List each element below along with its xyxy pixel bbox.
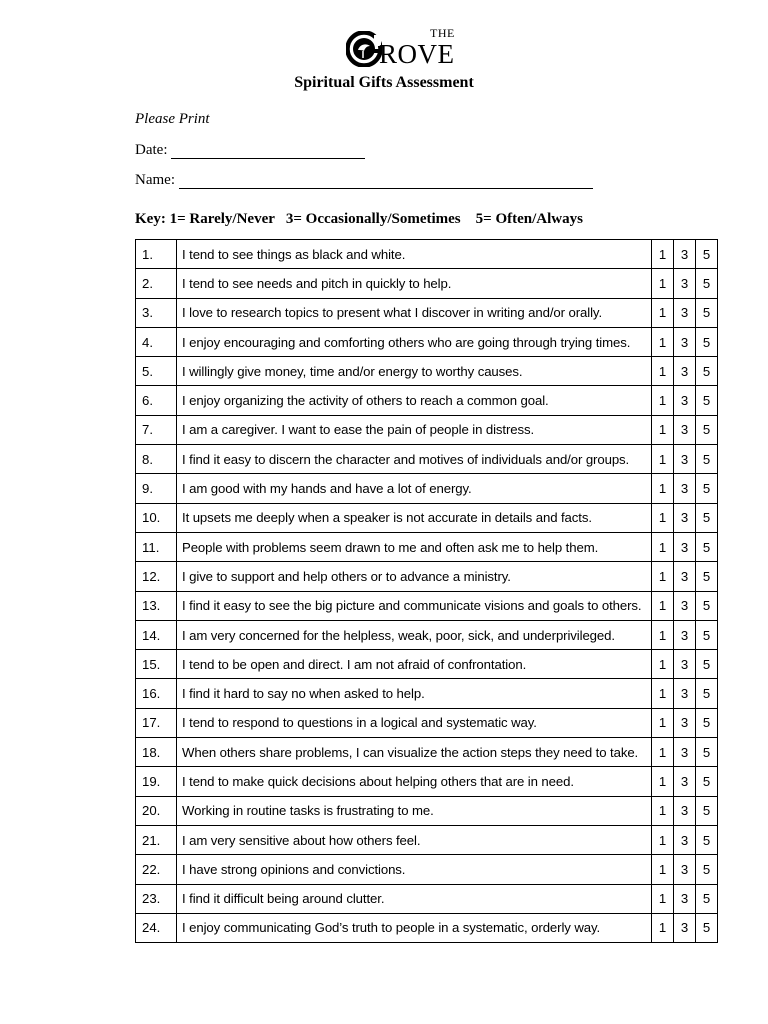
table-row xyxy=(136,884,718,913)
item-statement: I enjoy encouraging and comforting others who are going through trying times. xyxy=(177,327,652,356)
rating-option-5[interactable]: 5 xyxy=(696,357,718,386)
table-row xyxy=(136,415,718,444)
item-statement: I enjoy organizing the activity of others to reach a common goal. xyxy=(177,386,652,415)
table-row xyxy=(136,562,718,591)
table-row xyxy=(136,503,718,532)
name-field[interactable] xyxy=(135,172,593,189)
item-statement: It upsets me deeply when a speaker is not accurate in details and facts. xyxy=(177,503,652,532)
rating-option-3[interactable]: 3 xyxy=(674,620,696,649)
rating-option-1[interactable]: 1 xyxy=(652,913,674,942)
rating-option-1[interactable]: 1 xyxy=(652,650,674,679)
rating-option-1[interactable]: 1 xyxy=(652,708,674,737)
rating-option-3[interactable]: 3 xyxy=(674,503,696,532)
rating-option-1[interactable]: 1 xyxy=(652,298,674,327)
item-number: 9. xyxy=(136,474,177,503)
rating-option-5[interactable]: 5 xyxy=(696,591,718,620)
rating-option-3[interactable]: 3 xyxy=(674,650,696,679)
rating-option-5[interactable]: 5 xyxy=(696,884,718,913)
table-row xyxy=(136,620,718,649)
rating-option-5[interactable]: 5 xyxy=(696,532,718,561)
item-number: 14. xyxy=(136,620,177,649)
rating-option-3[interactable]: 3 xyxy=(674,445,696,474)
item-statement: I have strong opinions and convictions. xyxy=(177,855,652,884)
item-number: 20. xyxy=(136,796,177,825)
item-number: 24. xyxy=(136,913,177,942)
rating-option-5[interactable]: 5 xyxy=(696,796,718,825)
date-field[interactable] xyxy=(135,142,365,159)
rating-option-5[interactable]: 5 xyxy=(696,474,718,503)
rating-option-3[interactable]: 3 xyxy=(674,825,696,854)
item-statement: I am very concerned for the helpless, weak, poor, sick, and underprivileged. xyxy=(177,620,652,649)
rating-option-5[interactable]: 5 xyxy=(696,327,718,356)
rating-option-1[interactable]: 1 xyxy=(652,591,674,620)
item-statement: I tend to make quick decisions about helping others that are in need. xyxy=(177,767,652,796)
rating-option-5[interactable]: 5 xyxy=(696,679,718,708)
item-number: 17. xyxy=(136,708,177,737)
rating-option-1[interactable]: 1 xyxy=(652,855,674,884)
rating-option-1[interactable]: 1 xyxy=(652,562,674,591)
table-row xyxy=(136,240,718,269)
rating-option-5[interactable]: 5 xyxy=(696,562,718,591)
rating-option-5[interactable]: 5 xyxy=(696,825,718,854)
item-number: 13. xyxy=(136,591,177,620)
rating-option-1[interactable]: 1 xyxy=(652,620,674,649)
table-row xyxy=(136,298,718,327)
item-statement: I am good with my hands and have a lot of energy. xyxy=(177,474,652,503)
rating-option-1[interactable]: 1 xyxy=(652,415,674,444)
rating-option-1[interactable]: 1 xyxy=(652,738,674,767)
table-row xyxy=(136,532,718,561)
table-row xyxy=(136,767,718,796)
table-row xyxy=(136,913,718,942)
item-statement: I find it difficult being around clutter. xyxy=(177,884,652,913)
rating-option-5[interactable]: 5 xyxy=(696,855,718,884)
rating-option-1[interactable]: 1 xyxy=(652,269,674,298)
table-row xyxy=(136,386,718,415)
please-print-instruction: Please Print xyxy=(135,111,210,127)
rating-option-3[interactable]: 3 xyxy=(674,415,696,444)
item-number: 22. xyxy=(136,855,177,884)
item-statement: When others share problems, I can visualize the action steps they need to take. xyxy=(177,738,652,767)
name-label: Name: xyxy=(135,172,175,188)
rating-option-3[interactable]: 3 xyxy=(674,708,696,737)
rating-option-1[interactable]: 1 xyxy=(652,679,674,708)
date-input-line[interactable] xyxy=(171,144,365,159)
rating-option-5[interactable]: 5 xyxy=(696,269,718,298)
rating-option-1[interactable]: 1 xyxy=(652,357,674,386)
rating-option-5[interactable]: 5 xyxy=(696,620,718,649)
rating-option-1[interactable]: 1 xyxy=(652,386,674,415)
rating-option-3[interactable]: 3 xyxy=(674,386,696,415)
assessment-table xyxy=(135,239,718,943)
item-number: 3. xyxy=(136,298,177,327)
table-row xyxy=(136,650,718,679)
table-row xyxy=(136,796,718,825)
table-row xyxy=(136,855,718,884)
item-statement: I love to research topics to present what I discover in writing and/or orally. xyxy=(177,298,652,327)
rating-key: Key: 1= Rarely/Never 3= Occasionally/Sometimes 5= Often/Always xyxy=(135,211,583,227)
rating-option-1[interactable]: 1 xyxy=(652,327,674,356)
item-number: 16. xyxy=(136,679,177,708)
item-statement: I tend to see things as black and white. xyxy=(177,240,652,269)
rating-option-1[interactable]: 1 xyxy=(652,503,674,532)
rating-option-1[interactable]: 1 xyxy=(652,767,674,796)
rating-option-3[interactable]: 3 xyxy=(674,357,696,386)
name-input-line[interactable] xyxy=(179,174,593,189)
table-row xyxy=(136,327,718,356)
item-statement: I am a caregiver. I want to ease the pain of people in distress. xyxy=(177,415,652,444)
rating-option-3[interactable]: 3 xyxy=(674,474,696,503)
item-statement: I tend to be open and direct. I am not afraid of confrontation. xyxy=(177,650,652,679)
table-row xyxy=(136,591,718,620)
rating-option-1[interactable]: 1 xyxy=(652,796,674,825)
rating-option-3[interactable]: 3 xyxy=(674,327,696,356)
item-statement: I enjoy communicating God’s truth to people in a systematic, orderly way. xyxy=(177,913,652,942)
rating-option-1[interactable]: 1 xyxy=(652,825,674,854)
page-title: Spiritual Gifts Assessment xyxy=(294,74,474,91)
rating-option-1[interactable]: 1 xyxy=(652,474,674,503)
rating-option-5[interactable]: 5 xyxy=(696,708,718,737)
rating-option-5[interactable]: 5 xyxy=(696,386,718,415)
table-row xyxy=(136,825,718,854)
rating-option-1[interactable]: 1 xyxy=(652,445,674,474)
item-statement: I find it easy to discern the character and motives of individuals and/or groups. xyxy=(177,445,652,474)
rating-option-3[interactable]: 3 xyxy=(674,679,696,708)
item-number: 2. xyxy=(136,269,177,298)
grove-g-emblem-icon xyxy=(346,31,382,67)
item-number: 5. xyxy=(136,357,177,386)
item-statement: I willingly give money, time and/or energy to worthy causes. xyxy=(177,357,652,386)
table-row xyxy=(136,357,718,386)
item-number: 8. xyxy=(136,445,177,474)
rating-option-5[interactable]: 5 xyxy=(696,767,718,796)
rating-option-1[interactable]: 1 xyxy=(652,532,674,561)
rating-option-3[interactable]: 3 xyxy=(674,269,696,298)
date-label: Date: xyxy=(135,142,168,158)
item-statement: I tend to respond to questions in a logical and systematic way. xyxy=(177,708,652,737)
item-number: 7. xyxy=(136,415,177,444)
rating-option-3[interactable]: 3 xyxy=(674,562,696,591)
item-number: 6. xyxy=(136,386,177,415)
item-statement: People with problems seem drawn to me and often ask me to help them. xyxy=(177,532,652,561)
rating-option-1[interactable]: 1 xyxy=(652,884,674,913)
table-row xyxy=(136,679,718,708)
item-number: 18. xyxy=(136,738,177,767)
table-row xyxy=(136,269,718,298)
item-number: 12. xyxy=(136,562,177,591)
table-row xyxy=(136,708,718,737)
rating-option-5[interactable]: 5 xyxy=(696,445,718,474)
rating-option-5[interactable]: 5 xyxy=(696,650,718,679)
rating-option-1[interactable]: 1 xyxy=(652,240,674,269)
logo-rove-text: ROVE xyxy=(379,39,455,69)
table-row xyxy=(136,474,718,503)
item-statement: I find it hard to say no when asked to help. xyxy=(177,679,652,708)
rating-option-3[interactable]: 3 xyxy=(674,767,696,796)
rating-option-5[interactable]: 5 xyxy=(696,503,718,532)
item-number: 1. xyxy=(136,240,177,269)
rating-option-5[interactable]: 5 xyxy=(696,738,718,767)
item-statement: I give to support and help others or to advance a ministry. xyxy=(177,562,652,591)
rating-option-5[interactable]: 5 xyxy=(696,913,718,942)
rating-option-3[interactable]: 3 xyxy=(674,884,696,913)
rating-option-3[interactable]: 3 xyxy=(674,855,696,884)
rating-option-3[interactable]: 3 xyxy=(674,298,696,327)
rating-option-5[interactable]: 5 xyxy=(696,298,718,327)
item-number: 4. xyxy=(136,327,177,356)
item-number: 19. xyxy=(136,767,177,796)
item-statement: I am very sensitive about how others feel. xyxy=(177,825,652,854)
item-statement: I tend to see needs and pitch in quickly to help. xyxy=(177,269,652,298)
rating-option-5[interactable]: 5 xyxy=(696,415,718,444)
rating-option-3[interactable]: 3 xyxy=(674,913,696,942)
item-number: 15. xyxy=(136,650,177,679)
grove-logo xyxy=(346,26,466,74)
rating-option-3[interactable]: 3 xyxy=(674,591,696,620)
rating-option-5[interactable]: 5 xyxy=(696,240,718,269)
table-row xyxy=(136,738,718,767)
item-statement: I find it easy to see the big picture and communicate visions and goals to others. xyxy=(177,591,652,620)
item-number: 21. xyxy=(136,825,177,854)
logo-the-text: THE xyxy=(430,26,455,40)
table-row xyxy=(136,445,718,474)
rating-option-3[interactable]: 3 xyxy=(674,738,696,767)
item-number: 10. xyxy=(136,503,177,532)
rating-option-3[interactable]: 3 xyxy=(674,532,696,561)
rating-option-3[interactable]: 3 xyxy=(674,240,696,269)
item-statement: Working in routine tasks is frustrating to me. xyxy=(177,796,652,825)
item-number: 11. xyxy=(136,532,177,561)
rating-option-3[interactable]: 3 xyxy=(674,796,696,825)
item-number: 23. xyxy=(136,884,177,913)
